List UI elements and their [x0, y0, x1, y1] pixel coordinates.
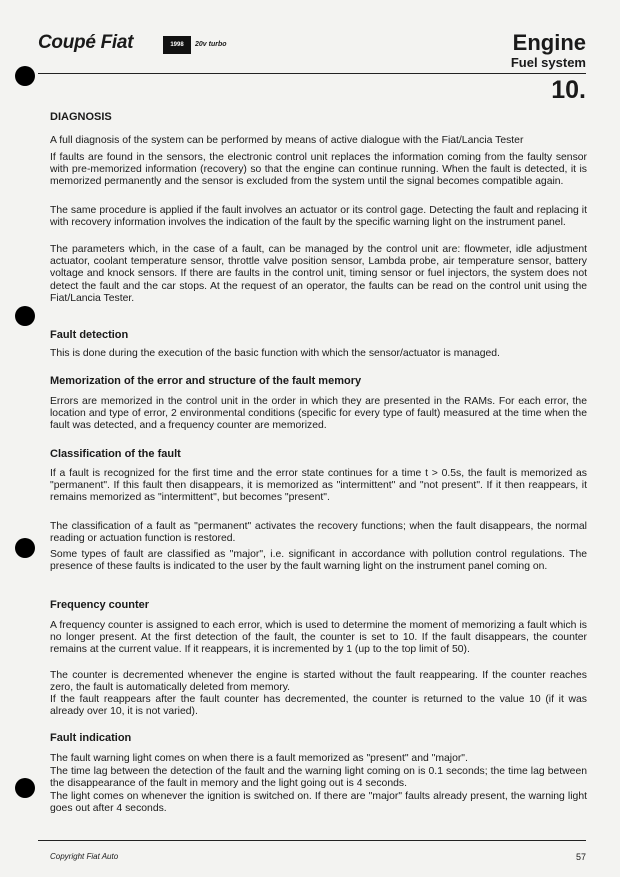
body-paragraph: This is done during the execution of the basic function with which the sensor/actuator is managed.: [50, 348, 500, 359]
body-paragraph: The fault warning light comes on when there is a fault memorized as "present" and "major".: [50, 753, 468, 764]
chapter-number: 10.: [551, 76, 586, 104]
subsection-title: Fuel system: [510, 55, 586, 70]
body-paragraph: The classification of a fault as "permanent" activates the recovery functions; when the fault disappears, the normal reading or actuation function is restored.: [50, 521, 587, 545]
body-paragraph: Some types of fault are classified as "major", i.e. significant in accordance with pollution control regulations. The presence of these faults is indicated to the user by the fault warning light on the instrument panel coming on.: [50, 549, 587, 573]
binder-hole: [15, 538, 35, 558]
body-paragraph: The counter is decremented whenever the engine is started without the fault reappearing. If the counter reaches zero, the fault is automatically deleted from memory.: [50, 670, 587, 694]
model-variant: 20v turbo: [195, 41, 227, 48]
body-paragraph: The time lag between the detection of the fault and the warning light coming on is 0.1 seconds; the time lag between the disappearance of the fault in memory and the light going out is 4 seconds.: [50, 766, 587, 790]
section-title: Engine: [512, 30, 586, 55]
binder-hole: [15, 306, 35, 326]
body-paragraph: The same procedure is applied if the fault involves an actuator or its control gage. Detecting the fault and replacing it with recovery information involves the indication of the fault by the specific warning light on the instrument panel.: [50, 205, 587, 229]
section-heading: Fault indication: [50, 732, 132, 744]
body-paragraph: If faults are found in the sensors, the electronic control unit replaces the information coming from the faulty sensor with pre-memorized information (recovery) so that the engine can continue running. When the fault is detected, it is memorized permanently and the sensor is excluded from the system until the signal becomes compatible again.: [50, 152, 587, 188]
section-heading: Fault detection: [50, 329, 129, 341]
footer-rule: [38, 840, 586, 841]
section-heading: Frequency counter: [50, 599, 150, 611]
body-paragraph: If a fault is recognized for the first time and the error state continues for a time t > 0.5s, the fault is memorized as "permanent". If this fault then disappears, it is memorized as "intermittent" and "not present". If it then reappears, it remains memorized as "intermittent", but becomes "present".: [50, 468, 587, 504]
page-number: 57: [575, 852, 586, 862]
body-paragraph: A frequency counter is assigned to each error, which is used to determine the moment of memorizing a fault which is no longer present. At the first detection of the fault, the counter is set to 10. If the fault disappears, the counter remains at the current value. If it reappears, it is incremented by 1 (up to the top limit of 50).: [50, 620, 587, 656]
fiat-logo-badge: 1998: [163, 36, 191, 54]
binder-hole: [15, 66, 35, 86]
header-rule: [38, 73, 586, 74]
copyright-text: Copyright Fiat Auto: [50, 852, 119, 861]
section-heading: Classification of the fault: [50, 448, 181, 460]
body-paragraph: If the fault reappears after the fault counter has decremented, the counter is returned to the value 10 (if it was already over 10, it is not varied).: [50, 694, 587, 718]
body-paragraph: A full diagnosis of the system can be performed by means of active dialogue with the Fiat/Lancia Tester: [50, 135, 524, 146]
brand-title: Coupé Fiat: [38, 32, 134, 53]
body-paragraph: Errors are memorized in the control unit in the order in which they are presented in the RAMs. For each error, the location and type of error, 2 environmental conditions (specific for every type of fault) measured at the time when the fault was detected, and a frequency counter are memorized.: [50, 396, 587, 432]
section-heading: Memorization of the error and structure of the fault memory: [50, 375, 362, 387]
section-heading: DIAGNOSIS: [50, 111, 112, 123]
body-paragraph: The parameters which, in the case of a fault, can be managed by the control unit are: flowmeter, idle adjustment actuator, coolant temperature sensor, throttle valve position sensor, Lambda probe, air temperature sensor, battery voltage and knock sensors. If there are faults in the control unit, timing sensor or fuel injectors, the system does not detect the fault and the car stops. At the request of an operator, the faults can be read on the control unit using the Fiat/Lancia Tester.: [50, 244, 587, 304]
binder-hole: [15, 778, 35, 798]
body-paragraph: The light comes on whenever the ignition is switched on. If there are "major" faults already present, the warning light goes out after 4 seconds.: [50, 791, 587, 815]
